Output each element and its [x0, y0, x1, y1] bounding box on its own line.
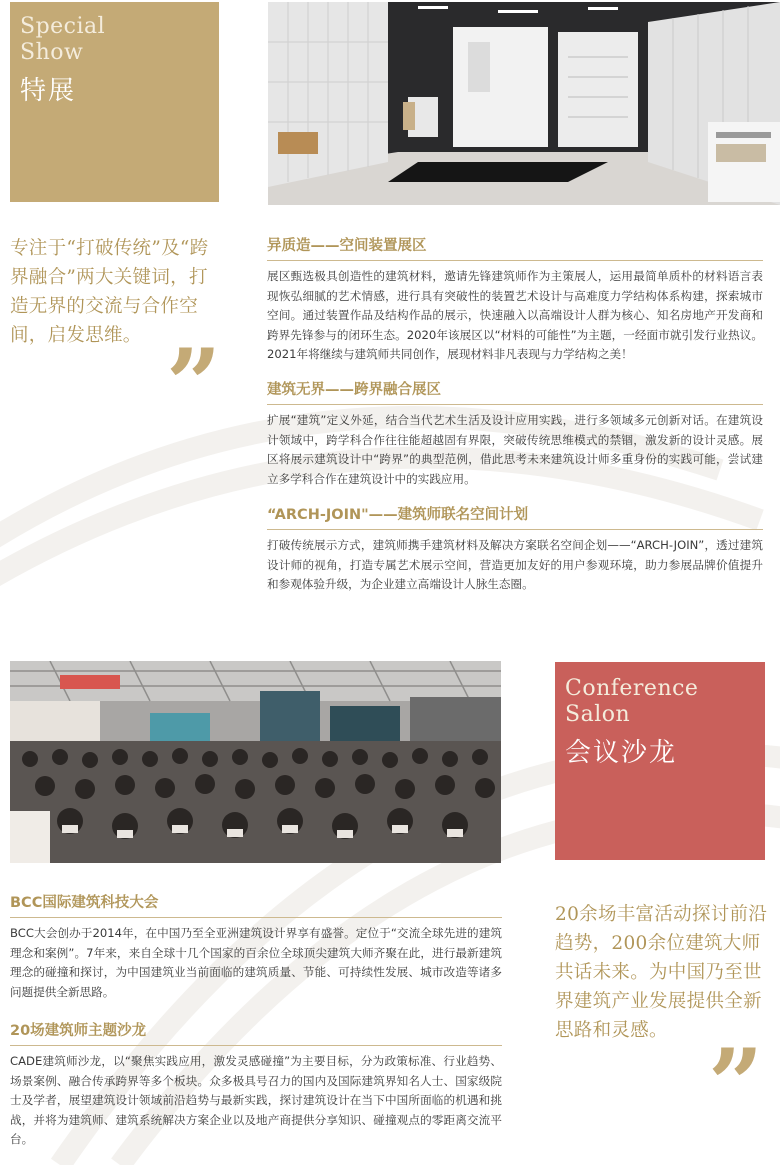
conference-salon-label-cn: 会议沙龙	[565, 738, 678, 768]
conference-audience-photo	[10, 661, 501, 863]
conference-salon-label-en-line1: Conference	[565, 676, 699, 701]
special-show-quote: 专注于“打破传统”及“跨界融合”两大关键词，打造无界的交流与合作空间，启发思维。	[10, 238, 209, 346]
conference-salon-label-en	[565, 676, 755, 728]
quote-mark-icon: ”	[708, 1028, 764, 1141]
section-title: 建筑无界——跨界融合展区	[267, 380, 763, 405]
section-title: 20场建筑师主题沙龙	[10, 1021, 502, 1046]
special-show-label-en-line1: Special	[20, 14, 106, 39]
special-show-label-en	[20, 14, 209, 66]
section-heterogeneous-space	[267, 236, 763, 365]
exhibition-installation-photo	[268, 2, 780, 205]
quote-mark-icon: ”	[166, 328, 222, 441]
section-bcc-conference	[10, 893, 502, 1002]
conference-salon-label-en-line2: Salon	[565, 702, 631, 727]
special-show-label-cn: 特展	[20, 76, 77, 106]
section-body: 展区甄选极具创造性的建筑材料，邀请先锋建筑师作为主策展人，运用最简单质朴的材料语言表现恢弘细腻的艺术情感，进行具有突破性的装置艺术设计与高难度力学结构体系构建，探索城市空间。通过装置作品及结构作品的展示，快速融入以高端设计人群为核心、知名房地产开发商和跨界先锋参与的闭环生态。2020年该展区以“材料的可能性”为主题，一经面市就引发行业热议。2021年将继续与建筑师共同创作，展现材料非凡表现与力学结构之美！	[267, 269, 763, 362]
conference-salon-tag	[555, 662, 765, 860]
section-title: 异质造——空间装置展区	[267, 236, 763, 261]
section-body: 打破传统展示方式，建筑师携手建筑材料及解决方案联名空间企划——“ARCH-JOIN”，透过建筑设计师的视角，打造专属艺术展示空间，营造更加友好的用户参观环境，助力参展品牌价值提升和参观体验升级，为企业建立高端设计人脉生态圈。	[267, 538, 763, 592]
section-body: CADE建筑师沙龙，以“聚焦实践应用，激发灵感碰撞”为主要目标，分为政策标准、行业趋势、场景案例、融合传承跨界等多个板块。众多极具号召力的国内及国际建筑界知名人士、国家级院士及学者，展望建筑设计领域前沿趋势与最新实践，探讨建筑设计在当下中国所面临的机遇和挑战，并将为建筑师、建筑系统解决方案企业以及地产商提供分享知识、碰撞观点的零距离交流平台。	[10, 1054, 502, 1147]
section-title: “ARCH-JOIN"——建筑师联名空间计划	[267, 505, 763, 530]
section-body: BCC大会创办于2014年，在中国乃至全亚洲建筑设计界享有盛誉。定位于“交流全球先进的建筑理念和案例”。7年来，来自全球十几个国家的百余位全球顶尖建筑大师齐聚在此，进行最新建筑理念的碰撞和探讨，为中国建筑业当前面临的建筑质量、节能、可持续性发展、城市改造等诸多问题提供全新思路。	[10, 926, 502, 999]
section-architect-salons	[10, 1021, 502, 1150]
section-arch-join	[267, 505, 763, 595]
section-architecture-boundless	[267, 380, 763, 489]
special-show-label-en-line2: Show	[20, 40, 84, 65]
section-title: BCC国际建筑科技大会	[10, 893, 502, 918]
special-show-tag	[10, 2, 219, 202]
section-body: 扩展“建筑”定义外延，结合当代艺术生活及设计应用实践，进行多领域多元创新对话。在建筑设计领域中，跨学科合作往往能超越固有界限，突破传统思维模式的禁锢，激发新的设计灵感。展区将展示建筑设计中“跨界”的典型范例，借此思考未来建筑设计师多重身份的实践可能，尝试建立多学科合作在建筑设计中的实践应用。	[267, 413, 763, 486]
conference-salon-quote: 20余场丰富活动探讨前沿趋势，200余位建筑大师共话未来。为中国乃至世界建筑产业发展提供全新思路和灵感。	[555, 904, 768, 1041]
